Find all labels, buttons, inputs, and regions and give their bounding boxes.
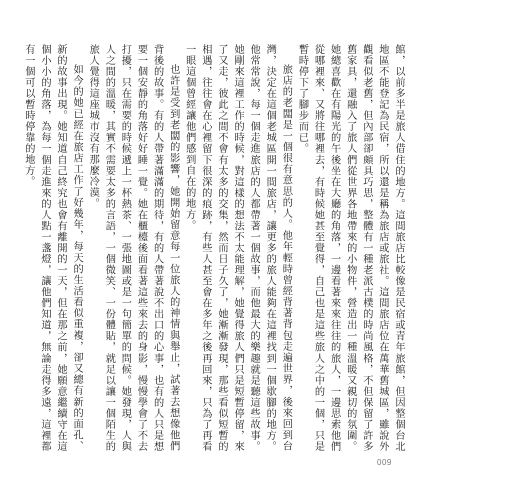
- paragraph-3: 也許是受到老闆的影響，她開始留意每一位旅人的神情與舉止，試著去想像他們背後的故事。有的人帶著滿滿的期待，有的人帶著說不出口的心事，也有的人只是想要一個安靜的角落好好睡一覺。她在櫃檯後面看著這些來去的身影，慢慢學會了不去打擾，只在需要的時候遞上一杯熱茶、一張地圖或是一句簡單的問候。她發現，人與人之間的溫暖，其實不需要太多的言語，一個微笑、一份體貼，就足以讓一個陌生的旅人覺得這座城市沒有那麼冷漠。: [87, 44, 179, 452]
- vertical-text-body: [22, 44, 406, 452]
- page-number: 009: [377, 458, 392, 467]
- paragraph-4: 如今的她已經在旅店工作了好幾年，每天的生活看似重複，卻又總有新的面孔、新的故事出現。她知道自己終究也會有離開的一天，但在那之前，她願意繼續守在這個小小的角落，為每一個走進來的人點一盞燈，讓他們知道，無論走得多遠，這裡都有一個可以暫時停靠的地方。: [22, 44, 83, 452]
- paragraph-1: 館，以前多半是旅人借住的地方。這間旅店比較像是民宿或青年旅館，但因整個台北地區不能登記為民宿，所以還是稱為旅店或旅社。這間旅店位在萬華舊城區，雖說外觀看似老舊，但內部卻頗具巧思，整體有一種老派古樸的時尚風格，不但保留了許多舊家具，還融入了旅人們從世界各地帶來的小物件，營造出一種溫暖又親切的氛圍。她總喜歡在有陽光的午後坐在大廳的角落，一邊看著來來往往的旅人，一邊思索他們從哪裡來、又將往哪裡去，有時候她甚至覺得，自己也是這些旅人之中的一個，只是暫時停下了腳步而已。: [296, 44, 404, 452]
- paragraph-2: 旅店的老闆是一個很有意思的人。他年輕時曾經背著背包走遍世界，後來回到台灣，決定在這個老城區開一間旅店，讓更多的旅人能夠在這裡找到一個歇腳的地方。他常常說，每一個走進旅店的人都帶著一個故事，而他最大的樂趣就是聽這些故事。她剛來這裡工作的時候，對這樣的想法不太能理解，她覺得旅人們只是短暫停留，來了又走，彼此之間不會有太多的交集，然而日子久了，她漸漸發現，那些看似短暫的相遇，往往會在心裡留下很深的痕跡，有些人甚至會在多年之後再回來，只為了再看一眼這個曾經讓他們感到自在的地方。: [183, 44, 292, 452]
